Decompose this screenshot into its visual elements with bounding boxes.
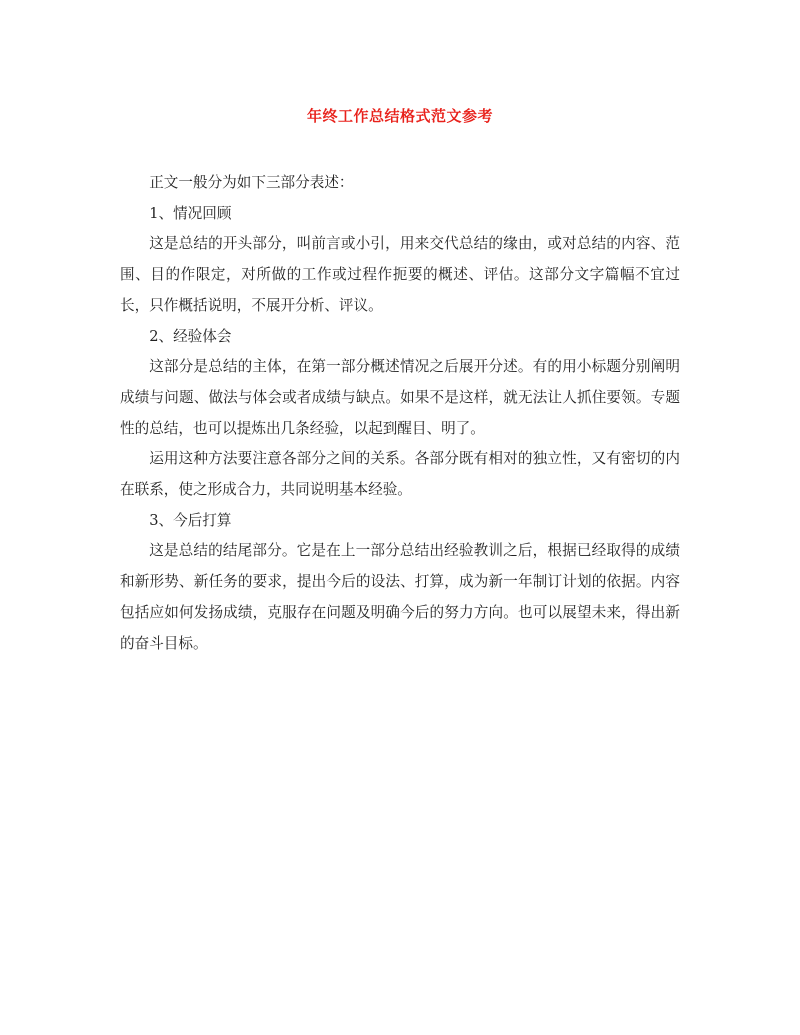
section-heading: 2、经验体会 [149, 327, 232, 345]
intro-paragraph: 正文一般分为如下三部分表述： [149, 174, 354, 191]
body-paragraph: 这是总结的开头部分，叫前言或小引，用来交代总结的缘由，或对总结的内容、范围、目的作限定，对所做的工作或过程作扼要的概述、评估。这部分文字篇幅不宜过长，只作概括说明，不展开分析、评议。 [120, 235, 680, 314]
document-title: 年终工作总结格式范文参考 [306, 107, 493, 125]
document-body [120, 168, 680, 659]
body-paragraph: 这是总结的结尾部分。它是在上一部分总结出经验教训之后，根据已经取得的成绩和新形势、新任务的要求，提出今后的设法、打算，成为新一年制订计划的依据。内容包括应如何发扬成绩，克服存在问题及明确今后的努力方向。也可以展望未来，得出新的奋斗目标。 [120, 542, 680, 652]
body-paragraph: 这部分是总结的主体，在第一部分概述情况之后展开分述。有的用小标题分别阐明成绩与问题、做法与体会或者成绩与缺点。如果不是这样，就无法让人抓住要领。专题性的总结，也可以提炼出几条经验，以起到醒目、明了。 [120, 358, 680, 437]
section-heading: 1、情况回顾 [149, 204, 232, 222]
section-heading: 3、今后打算 [149, 511, 232, 529]
body-paragraph: 运用这种方法要注意各部分之间的关系。各部分既有相对的独立性，又有密切的内在联系，使之形成合力，共同说明基本经验。 [120, 450, 680, 499]
